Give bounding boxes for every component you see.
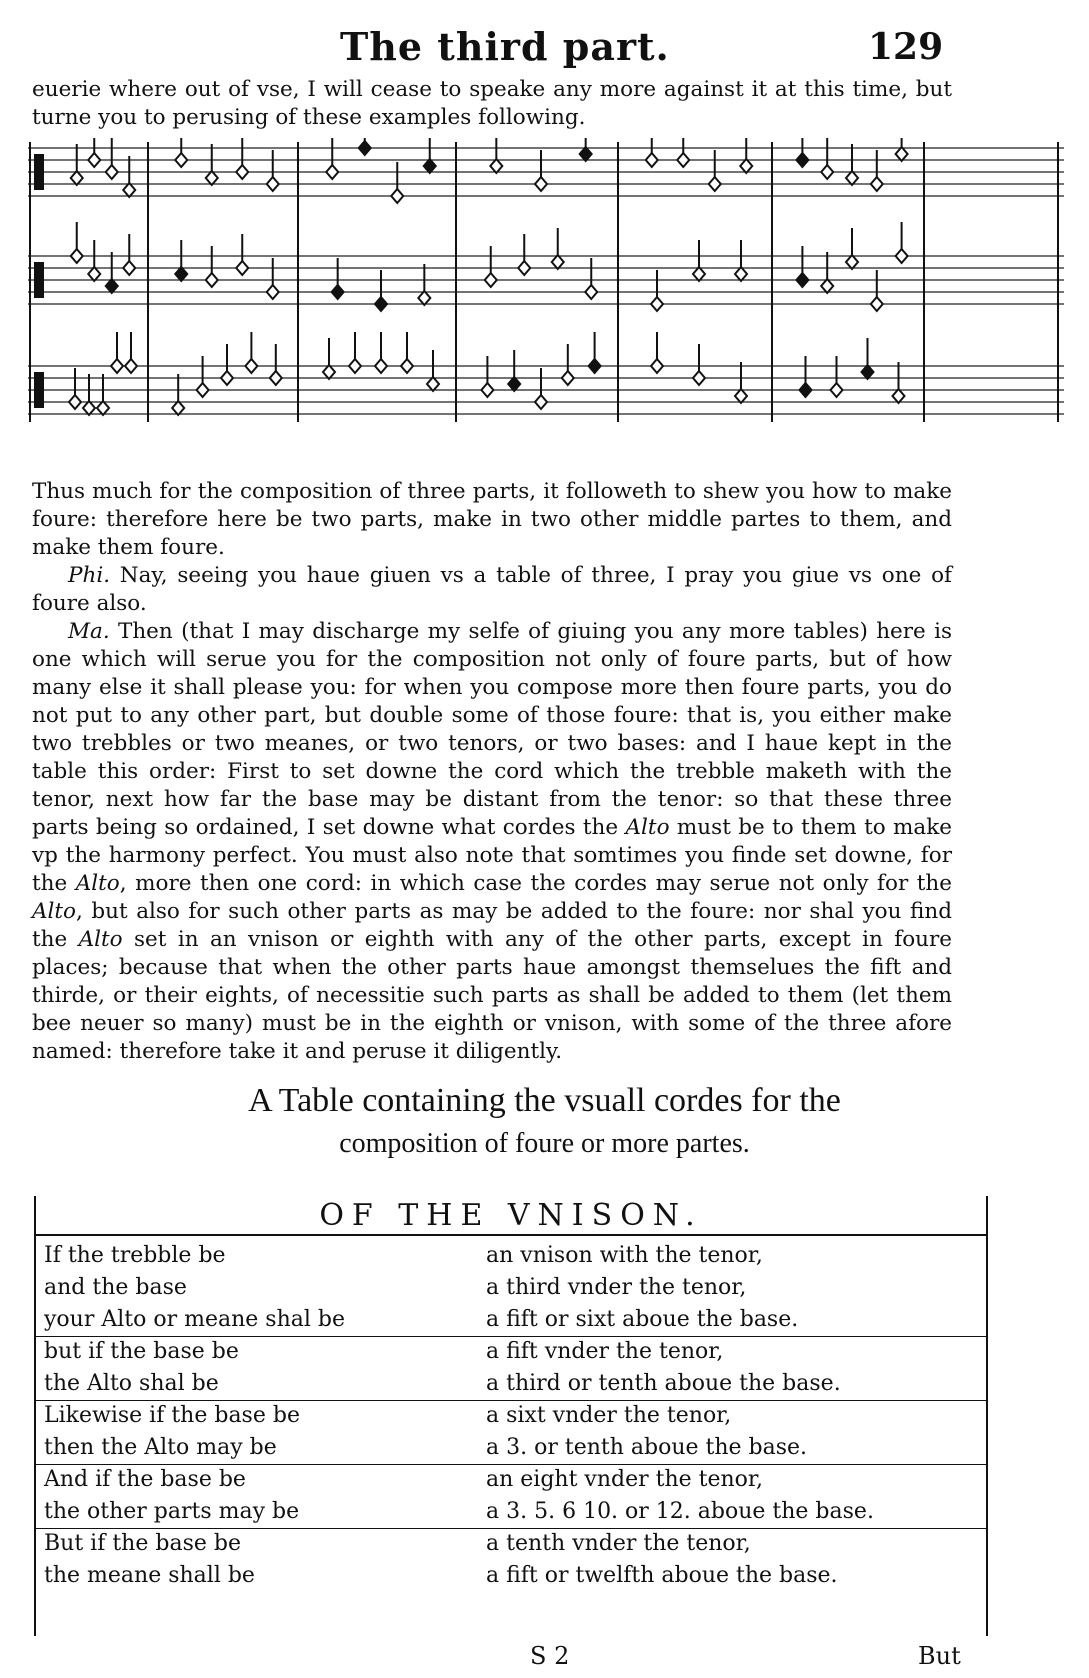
note-head bbox=[896, 249, 908, 263]
alto-word: Alto bbox=[625, 815, 670, 840]
note-head bbox=[125, 359, 137, 373]
row-label: and the base bbox=[44, 1275, 187, 1300]
note-head bbox=[646, 153, 658, 167]
row-value: a 3. or tenth aboue the base. bbox=[486, 1435, 808, 1460]
note-head bbox=[245, 359, 257, 373]
note-head bbox=[267, 177, 279, 191]
note-head bbox=[236, 165, 248, 179]
note-head bbox=[693, 267, 705, 281]
note-head bbox=[896, 147, 908, 161]
table-row bbox=[36, 1528, 986, 1560]
table-row bbox=[36, 1464, 986, 1496]
cord-table bbox=[34, 1196, 988, 1636]
note-head bbox=[871, 177, 883, 191]
row-value: a tenth vnder the tenor, bbox=[486, 1531, 751, 1556]
row-label: but if the base be bbox=[44, 1339, 239, 1364]
row-label: then the Alto may be bbox=[44, 1435, 277, 1460]
row-value: a third vnder the tenor, bbox=[486, 1275, 747, 1300]
note-head bbox=[175, 267, 187, 281]
alto-word: Alto bbox=[32, 899, 76, 924]
speaker-ma: Ma. bbox=[68, 619, 110, 644]
paragraph-ma-part-e: set in an vnison or eighth with any of the other parts, except in foure places; because that when the other parts haue amongst themselues the fift and thirde, or their eights, of necessitie such parts as shall be added to them (let them bee neuer so many) must be in the eighth or vnison, with some of the three afore named: therefore take it and peruse it diligently. bbox=[32, 927, 953, 1064]
note-head bbox=[427, 377, 439, 391]
note-head bbox=[821, 165, 833, 179]
row-value: a third or tenth aboue the base. bbox=[486, 1371, 841, 1396]
row-value: a fift or sixt aboue the base. bbox=[486, 1307, 799, 1332]
clef-sign bbox=[34, 372, 44, 408]
note-head bbox=[585, 285, 597, 299]
table-row bbox=[36, 1496, 986, 1529]
note-head bbox=[821, 279, 833, 293]
note-head bbox=[709, 177, 721, 191]
row-label: If the trebble be bbox=[44, 1243, 226, 1268]
note-head bbox=[871, 297, 883, 311]
note-head bbox=[508, 377, 520, 391]
note-head bbox=[267, 285, 279, 299]
table-row bbox=[36, 1336, 986, 1368]
note-head bbox=[693, 371, 705, 385]
note-head bbox=[846, 255, 858, 269]
note-head bbox=[106, 279, 118, 293]
note-head bbox=[651, 297, 663, 311]
staff-lines bbox=[28, 148, 1064, 414]
signature-mark: S 2 bbox=[530, 1642, 570, 1670]
row-label: But if the base be bbox=[44, 1531, 241, 1556]
running-head bbox=[0, 24, 1089, 74]
note-head bbox=[651, 359, 663, 373]
note-head bbox=[175, 153, 187, 167]
note-head bbox=[391, 189, 403, 203]
main-text bbox=[32, 478, 952, 1066]
row-value: a sixt vnder the tenor, bbox=[486, 1403, 732, 1428]
clef-signs bbox=[34, 154, 44, 408]
note-head bbox=[326, 165, 338, 179]
table-row bbox=[36, 1560, 986, 1592]
paragraph-ma-part-c: , more then one cord: in which case the cordes may serue not only for the bbox=[119, 871, 952, 896]
note-head bbox=[332, 285, 344, 299]
note-head bbox=[123, 183, 135, 197]
table-row bbox=[36, 1240, 986, 1272]
note-head bbox=[552, 255, 564, 269]
note-head bbox=[518, 261, 530, 275]
note-head bbox=[800, 383, 812, 397]
note-head bbox=[481, 383, 493, 397]
note-head bbox=[69, 395, 81, 409]
row-value: an vnison with the tenor, bbox=[486, 1243, 763, 1268]
note-head bbox=[893, 389, 905, 403]
note-head bbox=[418, 291, 430, 305]
row-value: a fift vnder the tenor, bbox=[486, 1339, 724, 1364]
table-row bbox=[36, 1272, 986, 1304]
speaker-phi: Phi. bbox=[68, 563, 111, 588]
note-head bbox=[796, 153, 808, 167]
note-head bbox=[735, 389, 747, 403]
note-head bbox=[862, 365, 874, 379]
note-head bbox=[270, 371, 282, 385]
note-head bbox=[97, 401, 109, 415]
note-head bbox=[562, 371, 574, 385]
note-head bbox=[375, 297, 387, 311]
note-head bbox=[206, 273, 218, 287]
table-row bbox=[36, 1304, 986, 1337]
note-head bbox=[677, 153, 689, 167]
note-head bbox=[589, 359, 601, 373]
paragraph-ma-part-d: , but also for such other parts as may be added to the foure: nor shal you find the bbox=[32, 899, 952, 952]
note-head bbox=[88, 267, 100, 281]
note-head bbox=[123, 261, 135, 275]
note-head bbox=[88, 153, 100, 167]
row-label: Likewise if the base be bbox=[44, 1403, 300, 1428]
note-head bbox=[535, 177, 547, 191]
page-number: 129 bbox=[868, 26, 944, 68]
note-head bbox=[735, 267, 747, 281]
note-head bbox=[172, 401, 184, 415]
note-head bbox=[359, 141, 371, 155]
note-head bbox=[375, 359, 387, 373]
table-row bbox=[36, 1400, 986, 1432]
alto-word: Alto bbox=[75, 871, 120, 896]
note-head bbox=[111, 359, 123, 373]
row-label: the Alto shal be bbox=[44, 1371, 219, 1396]
row-value: a 3. 5. 6 10. or 12. aboue the base. bbox=[486, 1499, 874, 1524]
note-head bbox=[206, 171, 218, 185]
note-head bbox=[83, 401, 95, 415]
alto-word: Alto bbox=[78, 927, 123, 952]
note-head bbox=[349, 359, 361, 373]
note-head bbox=[831, 383, 843, 397]
note-head bbox=[106, 165, 118, 179]
running-title: The third part. bbox=[340, 24, 670, 69]
note-heads bbox=[69, 138, 908, 415]
section-heading: OF THE VNISON. bbox=[36, 1196, 986, 1236]
table-subtitle: composition of foure or more partes. bbox=[339, 1128, 750, 1159]
clef-sign bbox=[34, 154, 44, 190]
page-footer bbox=[0, 1642, 1089, 1672]
table-title: A Table containing the vsuall cordes for the bbox=[248, 1082, 841, 1119]
catchword: But bbox=[918, 1642, 961, 1670]
note-head bbox=[535, 395, 547, 409]
row-label: your Alto or meane shal be bbox=[44, 1307, 345, 1332]
row-value: a fift or twelfth aboue the base. bbox=[486, 1563, 838, 1588]
clef-sign bbox=[34, 262, 44, 298]
row-label: the meane shall be bbox=[44, 1563, 255, 1588]
note-head bbox=[401, 359, 413, 373]
paragraph-thus-much: Thus much for the composition of three parts, it followeth to shew you how to make foure: therefore here be two parts, make in two other middle partes to them, and make them foure. bbox=[32, 479, 952, 560]
note-head bbox=[236, 261, 248, 275]
row-value: an eight vnder the tenor, bbox=[486, 1467, 764, 1492]
note-head bbox=[846, 171, 858, 185]
note-head bbox=[580, 147, 592, 161]
note-head bbox=[71, 171, 83, 185]
row-label: the other parts may be bbox=[44, 1499, 300, 1524]
paragraph-ma-part-a: Then (that I may discharge my selfe of giuing you any more tables) here is one which will serue you for the composition not only of foure parts, but of how many else it shall please you: for when you compose more then foure parts, you do not put to any other part, but double some of those foure: that is, you either make two trebbles or two meanes, or two tenors, or two bases: and I haue kept in the table this order: First to set downe the cord which the trebble maketh with the tenor, next how far the base may be distant from the tenor: so that these three parts being so ordained, I set downe what cordes the bbox=[32, 619, 952, 840]
note-head bbox=[485, 273, 497, 287]
note-head bbox=[323, 365, 335, 379]
intro-paragraph: euerie where out of vse, I will cease to speake any more against it at this time, but turne you to perusing of these examples following. bbox=[32, 77, 952, 130]
note-head bbox=[490, 159, 502, 173]
note-head bbox=[796, 273, 808, 287]
note-head bbox=[221, 371, 233, 385]
note-head bbox=[424, 159, 436, 173]
table-row bbox=[36, 1432, 986, 1465]
paragraph-phi: Nay, seeing you haue giuen vs a table of three, I pray you giue vs one of foure also. bbox=[32, 563, 952, 616]
note-head bbox=[740, 159, 752, 173]
row-label: And if the base be bbox=[44, 1467, 246, 1492]
paragraph-ma-part-b: must be to them to make vp the harmony perfect. You must also note that somtimes you finde set downe, for the bbox=[32, 815, 952, 896]
note-head bbox=[197, 383, 209, 397]
music-examples bbox=[28, 138, 1064, 468]
table-row bbox=[36, 1368, 986, 1401]
note-head bbox=[71, 249, 83, 263]
